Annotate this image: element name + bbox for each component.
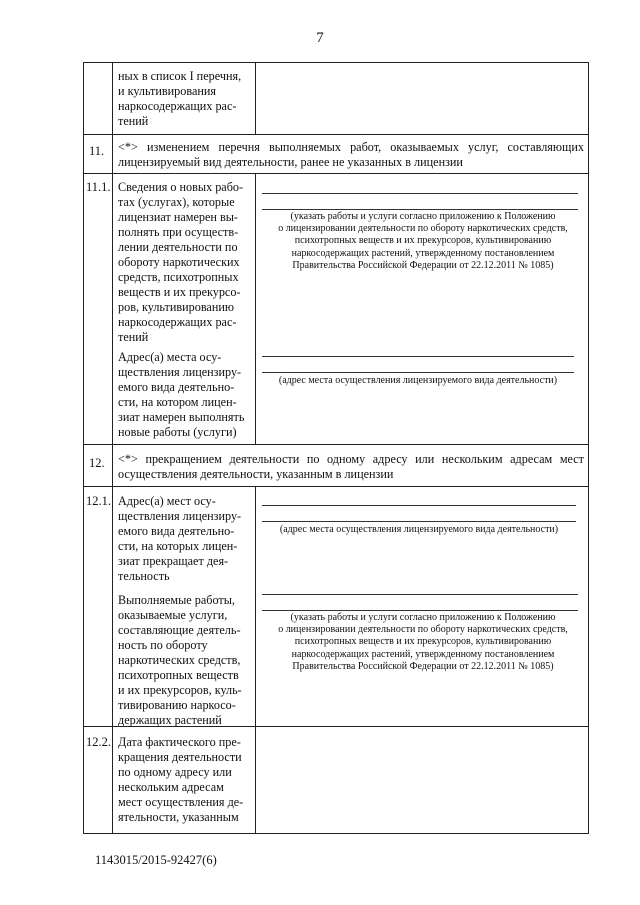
row-12-1-label-works: Выполняемые работы, оказываемые услуги, составляющие деятель- ность по обороту наркотических средств, психотропных веществ и их прекурсоров, куль- тивированию наркосо- держащих растений <box>118 593 242 727</box>
fill-line <box>262 372 574 373</box>
row-11-1-label-address: Адрес(а) места осу- ществления лицензиру- емого вида деятельно- сти, на котором лицен- зиат намерен выполнять новые работы (услуги) <box>118 350 245 439</box>
column-separator <box>255 173 256 444</box>
row-11-1-hint-works: (указать работы и услуги согласно приложению к Положению о лицензировании деятельности по обороту наркотических средств, психотропных веществ и их прекурсоров, культивированию наркосодержащих растений, утвержденному постановлением Правительства Российской Федерации от 22.12.2011 № 1085) <box>278 211 568 271</box>
row-12-text: <*> прекращением деятельности по одному адресу или нескольким адресам мест осуществления деятельности, указанным в лицензии <box>118 452 584 481</box>
fill-line <box>262 594 578 595</box>
fill-line <box>262 521 576 522</box>
row-number-12-2: 12.2. <box>86 735 111 749</box>
row-number-12: 12. <box>89 456 105 470</box>
fill-line <box>262 610 578 611</box>
row-12-1-hint-works: (указать работы и услуги согласно приложению к Положению о лицензировании деятельности по обороту наркотических средств, психотропных веществ и их прекурсоров, культивированию наркосодержащих растений, утвержденному постановлением Правительства Российской Федерации от 22.12.2011 № 1085) <box>278 612 568 672</box>
row-separator <box>83 134 589 135</box>
fill-line <box>262 356 574 357</box>
column-separator <box>112 134 113 834</box>
row-12-1-label-address: Адрес(а) мест осу- ществления лицензиру- емого вида деятельно- сти, на которых лицен- зиат прекращает дея- тельность <box>118 494 242 583</box>
fill-line <box>262 209 578 210</box>
page-number: 7 <box>316 30 324 46</box>
row-separator <box>83 173 589 174</box>
column-separator <box>255 62 256 134</box>
row-separator <box>83 444 589 445</box>
row-number-12-1: 12.1. <box>86 494 111 508</box>
column-separator <box>112 62 113 134</box>
row-number-11-1: 11.1. <box>86 180 111 194</box>
row-number-11: 11. <box>89 144 105 158</box>
row-separator <box>83 486 589 487</box>
row-11-text: <*> изменением перечня выполняемых работ, оказываемых услуг, составляющих лицензируемый вид деятельности, ранее не указанных в лицензии <box>118 140 584 169</box>
continuation-text: ных в список I перечня, и культивирования наркосодержащих рас- тений <box>118 69 242 128</box>
row-11-1-hint-address: (адрес места осуществления лицензируемого вида деятельности) <box>278 375 558 386</box>
fill-line <box>262 193 578 194</box>
document-id: 1143015/2015-92427(6) <box>95 853 217 867</box>
row-12-1-hint-address: (адрес места осуществления лицензируемого вида деятельности) <box>279 524 559 535</box>
row-11-1-label-new-works: Сведения о новых рабо- тах (услугах), которые лицензиат намерен вы- полнять при осуществ- лении деятельности по обороту наркотических средств, психотропных веществ и их прекурсо- ров, культивированию наркосодержащих рас- тений <box>118 180 244 344</box>
fill-line <box>262 505 576 506</box>
column-separator <box>255 486 256 834</box>
row-12-2-label-date: Дата фактического пре- кращения деятельности по одному адресу или нескольким адресам мест осуществления де- ятельности, указанным <box>118 735 244 824</box>
